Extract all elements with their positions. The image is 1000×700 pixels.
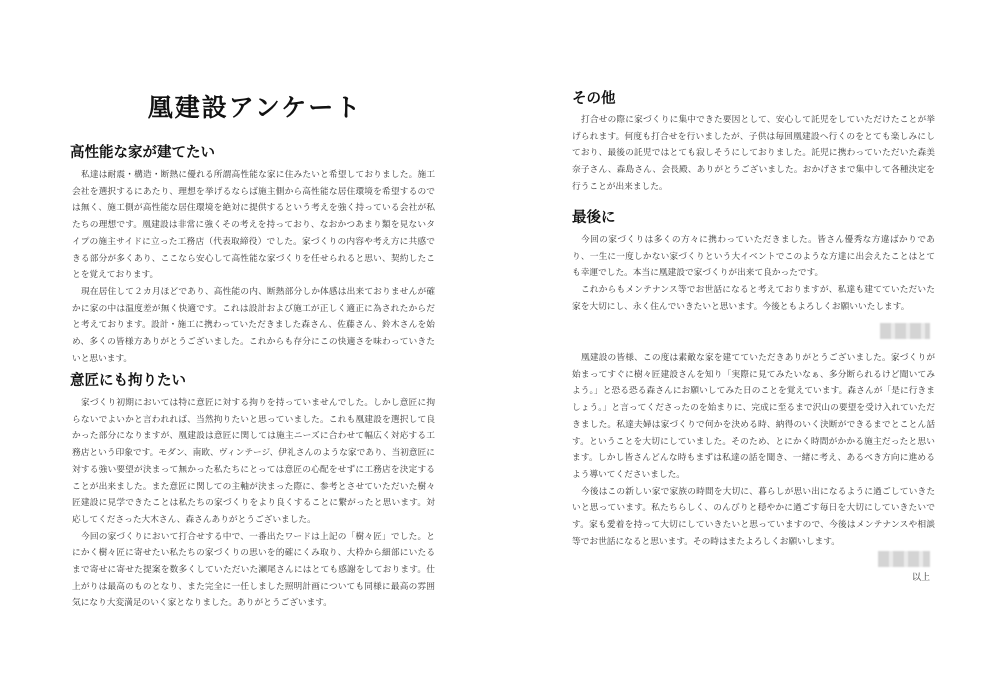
section-body-design	[72, 395, 435, 612]
section-heading-finally: 最後に	[572, 210, 616, 226]
paragraph: 打合せの際に家づくりに集中できた要因として、安心して託児をしていただけたことが挙げられます。何度も打合せを行いましたが、子供は毎回凰建設へ行くのをとても楽しみにしており、最後の託児ではとても寂しそうにしておりました。託児に携わっていただいた森美奈子さん、森島さん、会長殿、ありがとうございました。おかげさまで集中して各種決定を行うことが出来ました。	[572, 115, 935, 192]
paragraph: 今回の家づくりにおいて打合せする中で、一番出たワードは上記の「樹々匠」でした。とにかく樹々匠に寄せたい私たちの家づくりの思いを的確にくみ取り、大枠から細部にいたるまで寄せに寄せた提案を数多くしていただいた瀬尾さんにはとても感謝をしております。仕上がりは最高のものとなり、また完全に一任しました照明計画についても同様に最高の雰囲気になり大変満足のいく家となりました。ありがとうございます。	[72, 531, 435, 609]
closing-text: 以上	[912, 573, 931, 583]
section-heading-performance: 高性能な家が建てたい	[70, 145, 215, 161]
paragraph: 今後はこの新しい家で家族の時間を大切に、暮らしが思い出になるように過ごしていきたいと思っています。私たちらしく、のんびりと穏やかに過ごす毎日を大切にしていきたいです。家も愛着を持って大切にしていきたいと思っていますので、今後はメンテナンスや相談等でお世話になると思います。その時はまたよろしくお願いします。	[572, 486, 935, 547]
signature-redacted	[880, 323, 930, 339]
signature-redacted	[878, 551, 930, 567]
section-heading-design: 意匠にも拘りたい	[70, 373, 186, 389]
section-body-other	[572, 112, 935, 196]
section-body-message	[572, 350, 935, 550]
paragraph: これからもメンテナンス等でお世話になると考えておりますが、私達も建てていただいた家を大切にし、永く住んでいきたいと思います。今後ともよろしくお願いいたします。	[572, 285, 935, 312]
section-body-finally	[572, 232, 935, 316]
paragraph: 現在居住して２カ月ほどであり、高性能の内、断熱部分しか体感は出来ておりませんが確かに家の中は温度差が無く快適です。これは設計および施工が正しく適正に為されたからだと考えております。設計・施工に携わっていただきました森さん、佐藤さん、鈴木さんを始め、多くの皆様方ありがとうございました。これからも存分にこの快適さを味わっていきたいと思います。	[72, 286, 435, 364]
section-heading-other: その他	[572, 91, 616, 107]
section-body-performance	[72, 167, 435, 367]
document-title: 凰建設アンケート	[147, 93, 363, 122]
paragraph: 家づくり初期においては特に意匠に対する拘りを持っていませんでした。しかし意匠に拘らないでよいかと言われれば、当然拘りたいと思っていました。これも凰建設を選択して良かった部分になりますが、凰建設は意匠に関しては施主ニーズに合わせて幅広く対応する工務店という印象です。モダン、南欧、ヴィンテージ、伊礼さんのような家であり、当初意匠に対する強い要望が決まって無かった私たちにとっては意匠の心配をせずに工務店を決定することが出来ました。また意匠に関しての主軸が決まった際に、参考とさせていただいた樹々匠建設に見学できたことは私たちの家づくりをより良くすることに繋がったと思います。対応してくださった大木さん、森さんありがとうございました。	[72, 398, 435, 525]
paragraph: 凰建設の皆様、この度は素敵な家を建てていただきありがとうございました。家づくりが始まってすぐに樹々匠建設さんを知り「実際に見てみたいなぁ、多分断られるけど聞いてみよう。」と恐る恐る森さんにお願いしてみた日のことを覚えています。森さんが「是に行きましょう。」と言ってくださったのを始まりに、完成に至るまで沢山の要望を受け入れていただきました。私達夫婦は家づくりで何かを決める時、納得のいく決断ができるまでとことん話す。ということを大切にしていました。そのため、とにかく時間がかかる施主だったと思います。しかし皆さんどんな時もまずは私達の話を聞き、一緒に考え、あるべき方向に進めるよう導いてくださいました。	[572, 353, 935, 480]
right-page	[500, 0, 1000, 700]
paragraph: 今回の家づくりは多くの方々に携わっていただきました。皆さん優秀な方違ばかりであり、一生に一度しかない家づくりという大イベントでこのような方達に出会えたことはとても幸運でした。本当に凰建設で家づくりが出来て良かったです。	[572, 235, 935, 279]
paragraph: 私達は耐震・構造・断熱に優れる所謂高性能な家に住みたいと希望しておりました。施工会社を選択するにあたり、理想を挙げるならば施主側から高性能な居住環境を希望するのでは無く、施工側が高性能な居住環境を絶対に提供するという考えを強く持っている会社が私たちの理想です。凰建設は非常に強くその考えを持っており、なおかつあまり類を見ないタイプの施主サイドに立った工務店（代表取締役）でした。家づくりの内容や考え方に共感できる部分が多くあり、ここなら安心して高性能な家づくりを任せられると思い、契約したことを覚えております。	[72, 170, 435, 281]
